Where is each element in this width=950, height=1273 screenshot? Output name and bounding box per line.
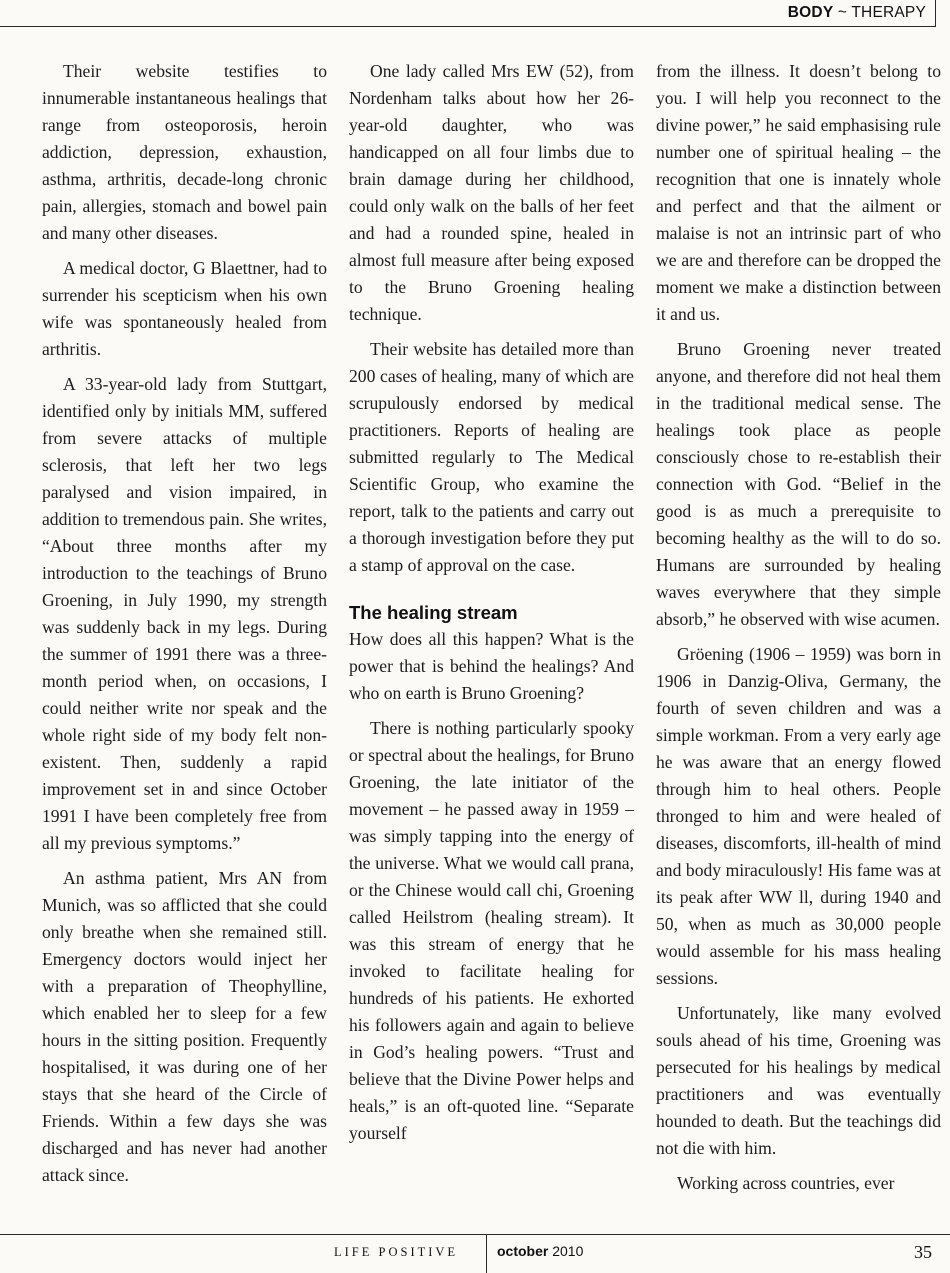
paragraph: There is nothing particularly spooky or spectral about the healings, for Bruno Groening, the late initiator of the movement – he passed away in 1959 – was simply tapping into the energy of the universe. What we would call prana, or the Chinese would call chi, Groening called Heilstrom (healing stream). It was this stream of energy that he invoked to facilitate healing for hundreds of his patients. He exhorted his followers again and again to believe in God’s healing powers. “Trust and believe that the Divine Power helps and heals,” is an oft-quoted line. “Separate yourself: [349, 718, 634, 1143]
paragraph: An asthma patient, Mrs AN from Munich, was so afflicted that she could only breathe when she remained still. Emergency doctors would inject her with a preparation of Theophylline, which enabled her to sleep for a few hours in the sitting position. Frequently hospitalised, it was during one of her stays that she heard of the Circle of Friends. Within a few days she was discharged and has never had another attack since.: [42, 868, 327, 1185]
paragraph: Their website has detailed more than 200 cases of healing, many of which are scrupulously endorsed by medical practitioners. Reports of healing are submitted regularly to The Medical Scientific Group, who examine the report, talk to the patients and carry out a thorough investigation before they put a stamp of approval on the case.: [349, 339, 634, 575]
section-name: BODY: [787, 4, 834, 21]
subsection-name: THERAPY: [851, 4, 926, 21]
paragraph: One lady called Mrs EW (52), from Nordenham talks about how her 26-year-old daughter, who was handicapped on all four limbs due to brain damage during her childhood, could only walk on the balls of her feet and had a rounded spine, healed in almost full measure after being exposed to the Bruno Groening healing technique.: [349, 61, 634, 324]
column-3: [656, 58, 941, 1205]
column-1: [42, 58, 327, 1197]
paragraph: A medical doctor, G Blaettner, had to surrender his scepticism when his own wife was spontaneously healed from arthritis.: [42, 258, 327, 359]
page-number: 35: [914, 1242, 932, 1262]
magazine-name: LIFE POSITIVE: [334, 1245, 459, 1259]
paragraph: Working across countries, ever: [677, 1173, 895, 1193]
column-2: [349, 58, 634, 1155]
section-separator: ~: [837, 4, 848, 21]
issue-year: 2010: [552, 1243, 584, 1259]
paragraph: How does all this happen? What is the power that is behind the healings? And who on earth is Bruno Groening?: [349, 629, 634, 703]
footer-divider: [486, 1235, 487, 1273]
section-heading: The healing stream: [349, 602, 518, 623]
issue-date: [497, 1243, 583, 1259]
paragraph: Their website testifies to innumerable instantaneous healings that range from osteoporosis, heroin addiction, depression, exhaustion, asthma, arthritis, decade-long chronic pain, allergies, stomach and bowel pain and many other diseases.: [42, 61, 327, 243]
paragraph: Bruno Groening never treated anyone, and therefore did not heal them in the traditional medical sense. The healings took place as people consciously chose to re-establish their connection with God. “Belief in the good is as much a prerequisite to becoming healthy as the will to do so. Humans are surrounded by healing waves everywhere that they simple absorb,” he observed with wise acumen.: [656, 339, 941, 629]
footer-rule: [0, 1234, 950, 1235]
paragraph: Unfortunately, like many evolved souls ahead of his time, Groening was persecuted for his healings by medical practitioners and was eventually hounded to death. But the teachings did not die with him.: [656, 1003, 941, 1158]
paragraph: from the illness. It doesn’t belong to you. I will help you reconnect to the divine power,” he said emphasising rule number one of spiritual healing – the recognition that one is innately whole and perfect and that the ailment or malaise is not an intrinsic part of who we are and therefore can be dropped the moment we make a distinction between it and us.: [656, 61, 941, 324]
issue-month: october: [497, 1243, 549, 1259]
paragraph: Gröening (1906 – 1959) was born in 1906 in Danzig-Oliva, Germany, the fourth of seven children and was a simple workman. From a very early age he was aware that an energy flowed through him to heal others. People thronged to him and were healed of diseases, discomforts, ill-health of mind and body miraculously! His fame was at its peak after WW ll, during 1940 and 50, when as much as 30,000 people would assemble for his mass healing sessions.: [656, 644, 941, 988]
paragraph: A 33-year-old lady from Stuttgart, identified only by initials MM, suffered from severe attacks of multiple sclerosis, that left her two legs paralysed and vision impaired, in addition to tremendous pain. She writes, “About three months after my introduction to the teachings of Bruno Groening, in July 1990, my strength was suddenly back in my legs. During the summer of 1991 there was a three-month period when, on occasions, I could neither write nor speak and the whole right side of my body felt non-existent. Then, suddenly a rapid improvement set in and since October 1991 I have been completely free from all my previous symptoms.”: [42, 374, 327, 853]
